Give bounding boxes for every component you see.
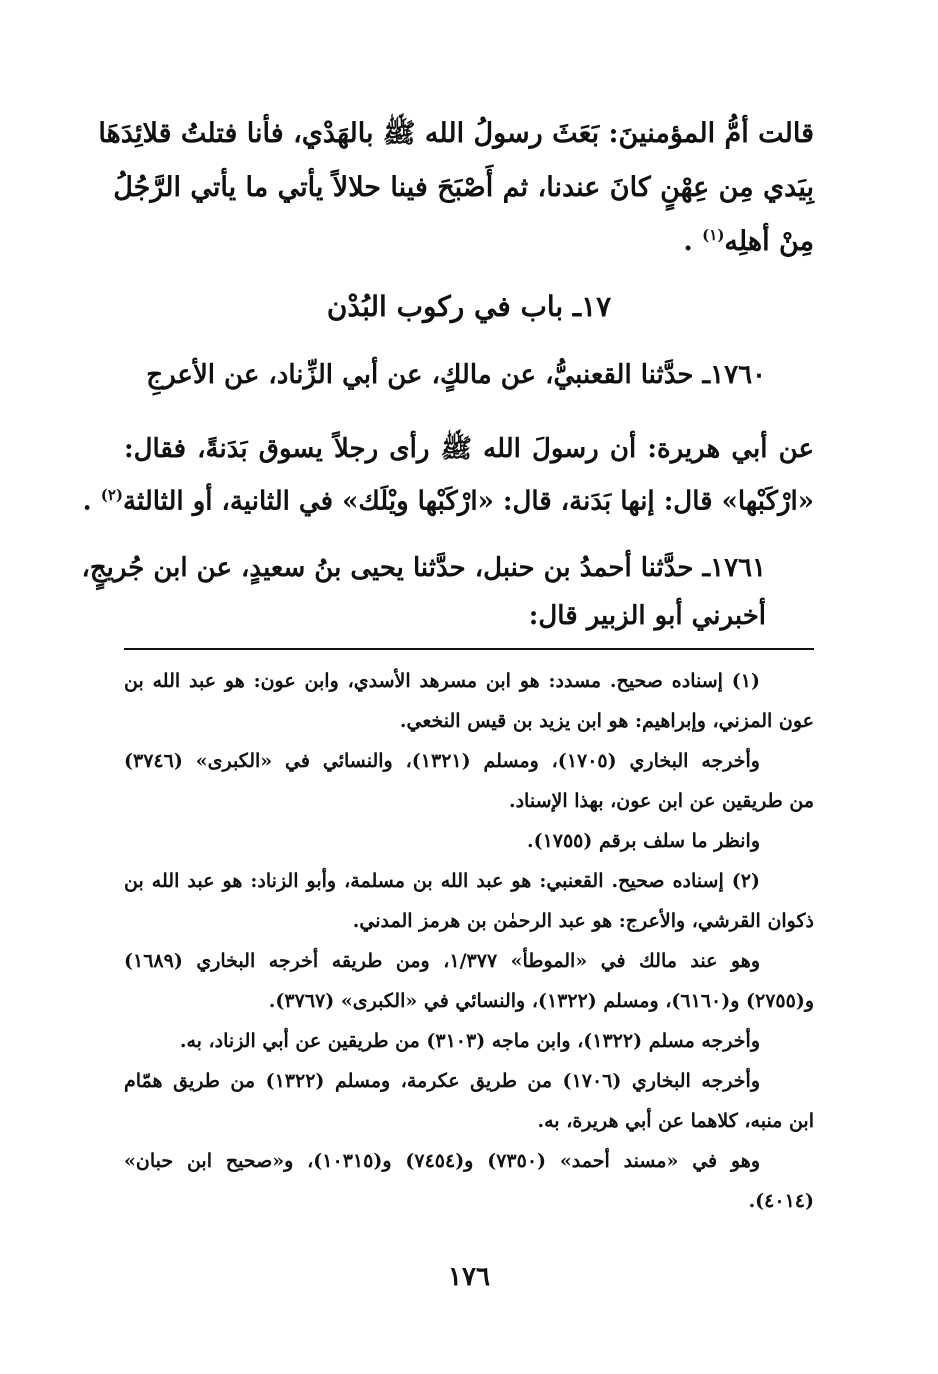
footnote-divider [124,648,814,650]
footnote-line: ذكوان القرشي، والأعرج: هو عبد الرحمٰن بن هرمز المدني. [352,910,814,932]
text-line: عن أبي هريرة: أن رسولَ الله ﷺ رأى رجلاً يسوق بَدَنةً، فقال: [124,434,814,464]
hadith-1761 [81,553,766,649]
footnote-marker: (٢) [100,486,124,504]
hadith-text-continuation [98,118,814,282]
footnote-line: وأخرجه البخاري (١٧٠٦) من طريق عكرمة، ومسلم (١٣٢٢) من طريق همّام [124,1070,760,1092]
page-number: ١٧٦ [448,1262,490,1292]
footnote-line: (١) إسناده صحيح. مسدد: هو ابن مسرهد الأسدي، وابن عون: هو عبد الله بن [124,670,760,692]
chapter-heading: ١٧ـ باب في ركوب البُدْن [326,290,612,323]
footnote-line: (٤٠١٤). [748,1190,814,1212]
text-line: «ارْكَبْها» قال: إنها بَدَنة، قال: «ارْكَبْها ويْلَك» في الثانية، أو الثالثة$^{(٢)}$ . [82,486,814,517]
footnote-line: عون المزني، وإبراهيم: هو ابن يزيد بن قيس النخعي. [399,710,814,732]
text-line: قالت أمُّ المؤمنينَ: بَعَثَ رسولُ الله ﷺ بالهَدْي، فأنا فتلتُ قلائِدَهَا [98,118,814,149]
footnote-line: ابن منبه، كلاهما عن أبي هريرة، به. [537,1110,814,1132]
footnote-line: من طريقين عن ابن عون، بهذا الإسناد. [508,790,814,812]
footnote-line: و(٢٧٥٥) و(٦١٦٠)، ومسلم (١٣٢٢)، والنسائي في «الكبرى» (٣٧٦٧). [268,990,814,1012]
text-line: أخبرني أبو الزبير قال: [528,601,766,631]
footnote-line: وأخرجه مسلم (١٣٢٢)، وابن ماجه (٣١٠٣) من طريقين عن أبي الزناد، به. [179,1030,760,1052]
footnote-line: وهو عند مالك في «الموطأ» ١/٣٧٧، ومن طريقه أخرجه البخاري (١٦٨٩) [124,950,761,972]
footnote-marker: (١) [702,226,725,244]
text-line: بِيَدي مِن عِهْنٍ كانَ عندنا، ثم أَصْبَحَ فينا حلالاً يأتي ما يأتي الرَّجُلُ [113,172,814,203]
footnote-line: وهو في «مسند أحمد» (٧٣٥٠) و(٧٤٥٤) و(١٠٣١٥)، و«صحيح ابن حبان» [124,1150,760,1172]
text-line: مِنْ أهلِه$^{(١)}$ . [683,226,814,257]
footnote-line: وأخرجه البخاري (١٧٠٥)، ومسلم (١٣٢١)، والنسائي في «الكبرى» (٣٧٤٦) [124,750,760,772]
text-line: ١٧٦١ـ حدَّثنا أحمدُ بن حنبل، حدَّثنا يحيى بنُ سعيدٍ، عن ابن جُريجٍ، [81,553,766,583]
hadith-1760-text [82,432,814,540]
footnote-line: وانظر ما سلف برقم (١٧٥٥). [526,830,760,852]
footnote-line: (٢) إسناده صحيح. القعنبي: هو عبد الله بن مسلمة، وأبو الزناد: هو عبد الله بن [124,870,760,892]
hadith-1760-chain: ١٧٦٠ـ حدَّثنا القعنبيُّ، عن مالكٍ، عن أبي الزِّناد، عن الأعرجِ [146,360,766,390]
footnotes [124,672,814,1232]
